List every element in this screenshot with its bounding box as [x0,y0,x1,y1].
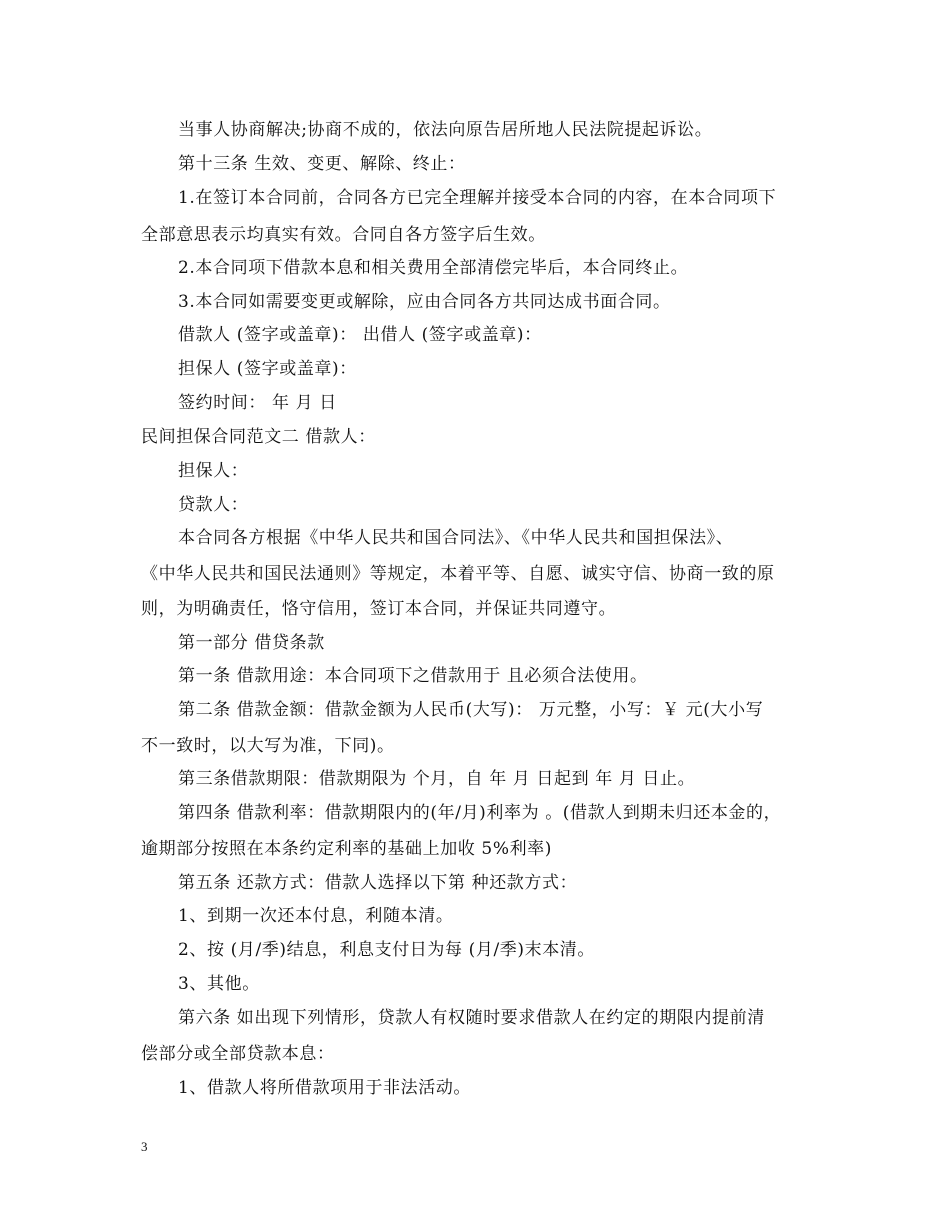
party-line: 贷款人： [178,495,249,515]
paragraph-line: 《中华人民共和国民法通则》等规定，本着平等、自愿、诚实守信、协商一致的原 [141,564,775,584]
signature-line: 借款人 (签字或盖章)： 出借人 (签字或盖章)： [178,325,542,345]
article-heading: 第十三条 生效、变更、解除、终止： [178,154,466,174]
paragraph-line: 全部意思表示均真实有效。合同自各方签字后生效。 [141,225,546,245]
paragraph-line: 不一致时，以大写为准，下同)。 [141,736,395,756]
article-line: 第四条 借款利率：借款期限内的(年/月)利率为 。(借款人到期未归还本金的， [178,803,782,823]
article-line: 第五条 还款方式：借款人选择以下第 种还款方式： [178,873,578,893]
section-title: 民间担保合同范文二 借款人： [141,427,376,447]
paragraph-line: 3.本合同如需要变更或解除，应由合同各方共同达成书面合同。 [178,292,671,312]
signing-date-line: 签约时间： 年 月 日 [178,393,337,413]
list-item: 2、按 (月/季)结息，利息支付日为每 (月/季)末本清。 [178,940,596,960]
article-line: 第一条 借款用途：本合同项下之借款用于 且必须合法使用。 [178,666,648,686]
article-line: 第二条 借款金额：借款金额为人民币(大写)： 万元整，小写：￥ 元(大小写 [178,700,764,720]
paragraph-line: 偿部分或全部贷款本息： [141,1044,335,1064]
signature-line: 担保人 (签字或盖章)： [178,359,357,379]
party-line: 担保人： [178,461,249,481]
part-heading: 第一部分 借贷条款 [178,633,325,653]
paragraph-line: 逾期部分按照在本条约定利率的基础上加收 5%利率) [141,839,553,859]
page-number: 3 [141,1139,148,1154]
list-item: 1、借款人将所借款项用于非法活动。 [178,1078,472,1098]
paragraph-line: 2.本合同项下借款本息和相关费用全部清偿完毕后，本合同终止。 [178,258,689,278]
paragraph-line: 本合同各方根据《中华人民共和国合同法》、《中华人民共和国担保法》、 [178,528,734,548]
list-item: 3、其他。 [178,974,260,994]
paragraph-line: 1.在签订本合同前，合同各方已完全理解并接受本合同的内容，在本合同项下 [178,188,777,208]
paragraph-line: 则，为明确责任，恪守信用，签订本合同，并保证共同遵守。 [141,599,617,619]
list-item: 1、到期一次还本付息，利随本清。 [178,906,454,926]
article-line: 第六条 如出现下列情形，贷款人有权随时要求借款人在约定的期限内提前清 [178,1008,765,1028]
article-line: 第三条借款期限：借款期限为 个月，自 年 月 日起到 年 月 日止。 [178,769,696,789]
paragraph-line: 当事人协商解决;协商不成的，依法向原告居所地人民法院提起诉讼。 [178,120,713,140]
